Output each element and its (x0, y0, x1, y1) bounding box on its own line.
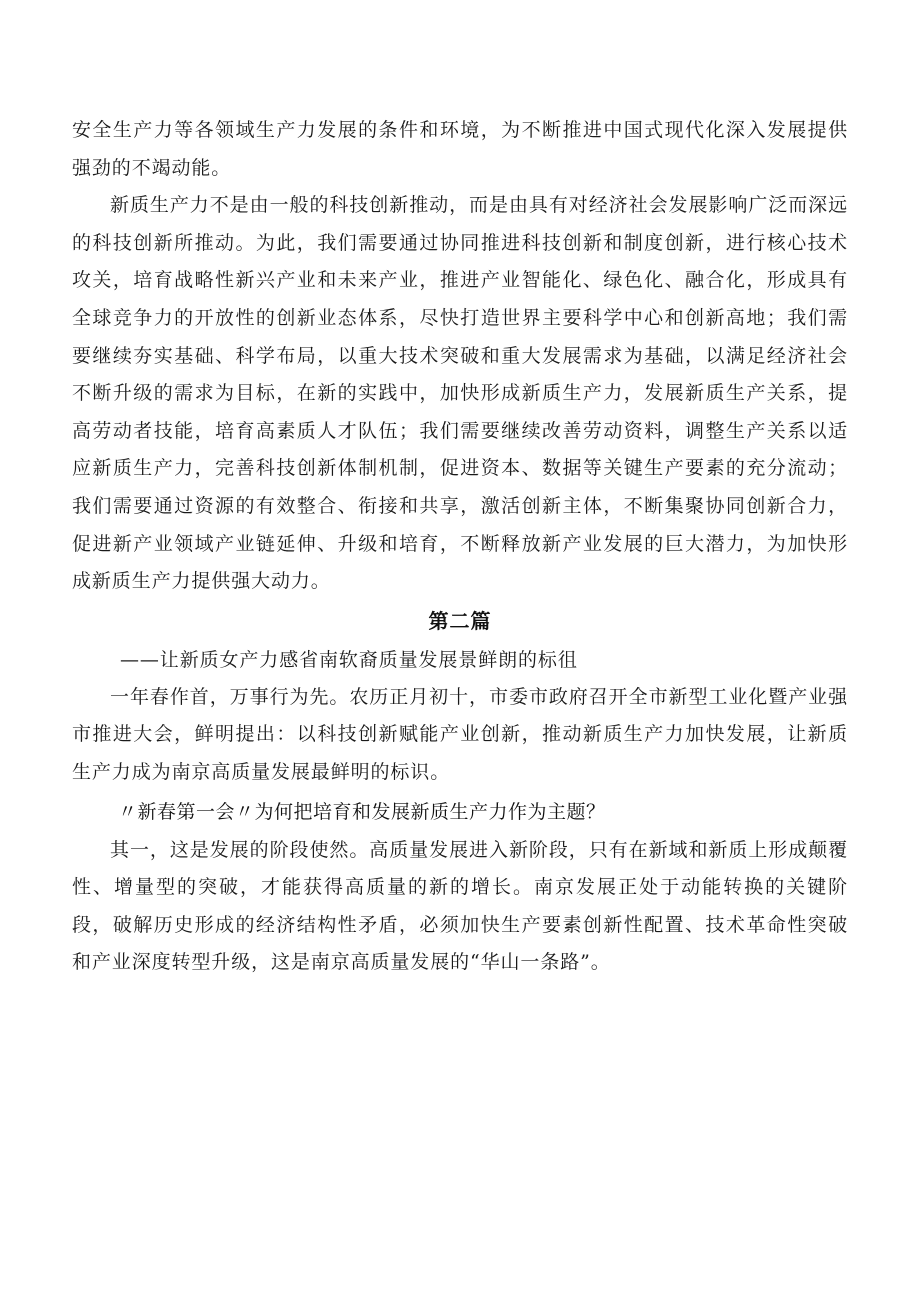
paragraph-new-productivity: 新质生产力不是由一般的科技创新推动，而是由具有对经济社会发展影响广泛而深远的科技创新所推动。为此，我们需要通过协同推进科技创新和制度创新，进行核心技术攻关，培育战略性新兴产业和未来产业，推进产业智能化、绿色化、融合化，形成具有全球竞争力的开放性的创新业态体系，尽快打造世界主要科学中心和创新高地；我们需要继续夯实基础、科学布局，以重大技术突破和重大发展需求为基础，以满足经济社会不断升级的需求为目标，在新的实践中，加快形成新质生产力，发展新质生产关系，提高劳动者技能，培育高素质人才队伍；我们需要继续改善劳动资料，调整生产关系以适应新质生产力，完善科技创新体制机制，促进资本、数据等关键生产要素的充分流动；我们需要通过资源的有效整合、衔接和共享，激活创新主体，不断集聚协同创新合力，促进新产业领域产业链延伸、升级和培育，不断释放新产业发展的巨大潜力，为加快形成新质生产力提供强大动力。 (72, 194, 848, 593)
paragraph-reason-one: 其一，这是发展的阶段使然。高质量发展进入新阶段，只有在新域和新质上形成颠覆性、增量型的突破，才能获得高质量的新的增长。南京发展正处于动能转换的关键阶段，破解历史形成的经济结构性矛盾，必须加快生产要素创新性配置、技术革命性突破和产业深度转型升级，这是南京高质量发展的“华山一条路”。 (72, 838, 848, 974)
paragraph-meeting: 一年春作首，万事行为先。农历正月初十，市委市政府召开全市新型工业化暨产业强市推进大会，鲜明提出：以科技创新赋能产业创新，推动新质生产力加快发展，让新质生产力成为南京高质量发展最鲜明的标识。 (72, 685, 848, 783)
section-subtitle: ——让新质女产力感省南软裔质量发展景鲜朗的标徂 (120, 648, 578, 671)
section-heading: 第二篇 (428, 608, 492, 633)
question-heading: 〃新春第一会〃为何把培育和发展新质生产力作为主题？ (118, 800, 606, 823)
paragraph-continued: 安全生产力等各领域生产力发展的条件和环境，为不断推进中国式现代化深入发展提供强劲的不竭动能。 (72, 119, 848, 179)
document-page (72, 112, 848, 982)
